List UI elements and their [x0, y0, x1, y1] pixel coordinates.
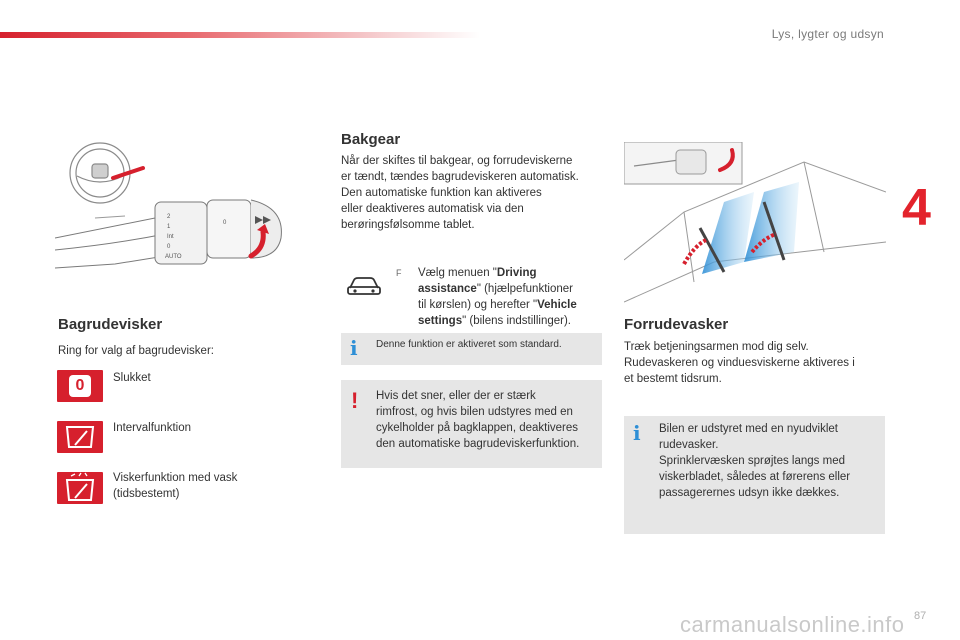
step-instruction: Vælg menuen "Driving assistance" (hjælpefunktioner til kørslen) og herefter "Vehicle settings" (bilens indstillinger). [418, 267, 577, 327]
item-wiper-washer [57, 472, 103, 504]
wiper-washer-icon [57, 472, 103, 504]
zero-icon: 0 [57, 370, 103, 402]
svg-text:Int: Int [167, 234, 174, 240]
item-off-label: Slukket [113, 372, 151, 384]
warning-text: Hvis det sner, eller der er stærk rimfrost, og hvis bilen udstyres med en cykelholder på bagklappen, deaktiveres den automatiske bagrudeviskerfunktion. [376, 390, 580, 450]
item-off [57, 370, 103, 402]
step-bullet: F [396, 268, 402, 278]
watermark: carmanualsonline.info [680, 612, 905, 637]
stalk-indicator-red [113, 168, 143, 178]
front-washer-title: Forrudevasker [624, 316, 729, 333]
steering-wheel-thumbnail [70, 143, 130, 203]
item-wiper-washer-label: Viskerfunktion med vask (tidsbestemt) [113, 472, 238, 500]
windscreen-washer-illustration [624, 142, 886, 308]
front-washer-body: Træk betjeningsarmen mod dig selv. Rudevaskeren og vinduesviskerne aktiveres i et bestemt tidsrum. [624, 341, 855, 385]
reverse-gear-title: Bakgear [341, 131, 401, 148]
intermittent-wiper-icon [57, 421, 103, 453]
info-icon-right: i [633, 421, 641, 445]
info-note-text: Denne funktion er aktiveret som standard. [376, 339, 562, 350]
warning-icon: ! [351, 388, 359, 413]
info-icon: i [350, 336, 358, 360]
rear-wiper-intro: Ring for valg af bagrudevisker: [58, 345, 214, 357]
car-icon [346, 274, 382, 298]
item-intermittent [57, 421, 103, 453]
item-intermittent-label: Intervalfunktion [113, 422, 191, 434]
svg-text:2: 2 [167, 214, 171, 220]
svg-text:1: 1 [167, 224, 171, 230]
rear-wiper-title: Bagrudevisker [58, 316, 163, 333]
section-title: Lys, lygter og udsyn [771, 27, 884, 41]
front-washer-info-text: Bilen er udstyret med en nyudviklet rudevasker. Sprinklervæsken sprøjtes langs med viskerbladet, således at førerens eller passagerernes udsyn ikke dækkes. [659, 423, 851, 499]
svg-text:AUTO: AUTO [165, 254, 182, 260]
svg-text:0: 0 [167, 244, 171, 250]
page-number: 87 [914, 610, 927, 622]
header-accent-bar [0, 32, 480, 38]
chapter-number: 4 [902, 179, 931, 237]
rear-wiper-stalk-illustration [55, 138, 295, 288]
svg-text:0: 0 [223, 220, 227, 226]
reverse-gear-body: Når der skiftes til bakgear, og forrudeviskerne er tændt, tændes bagrudeviskeren automatisk. Den automatiske funktion kan aktiveres eller deaktiveres automatisk via den berøringsfølsomme tablet. [341, 155, 579, 231]
